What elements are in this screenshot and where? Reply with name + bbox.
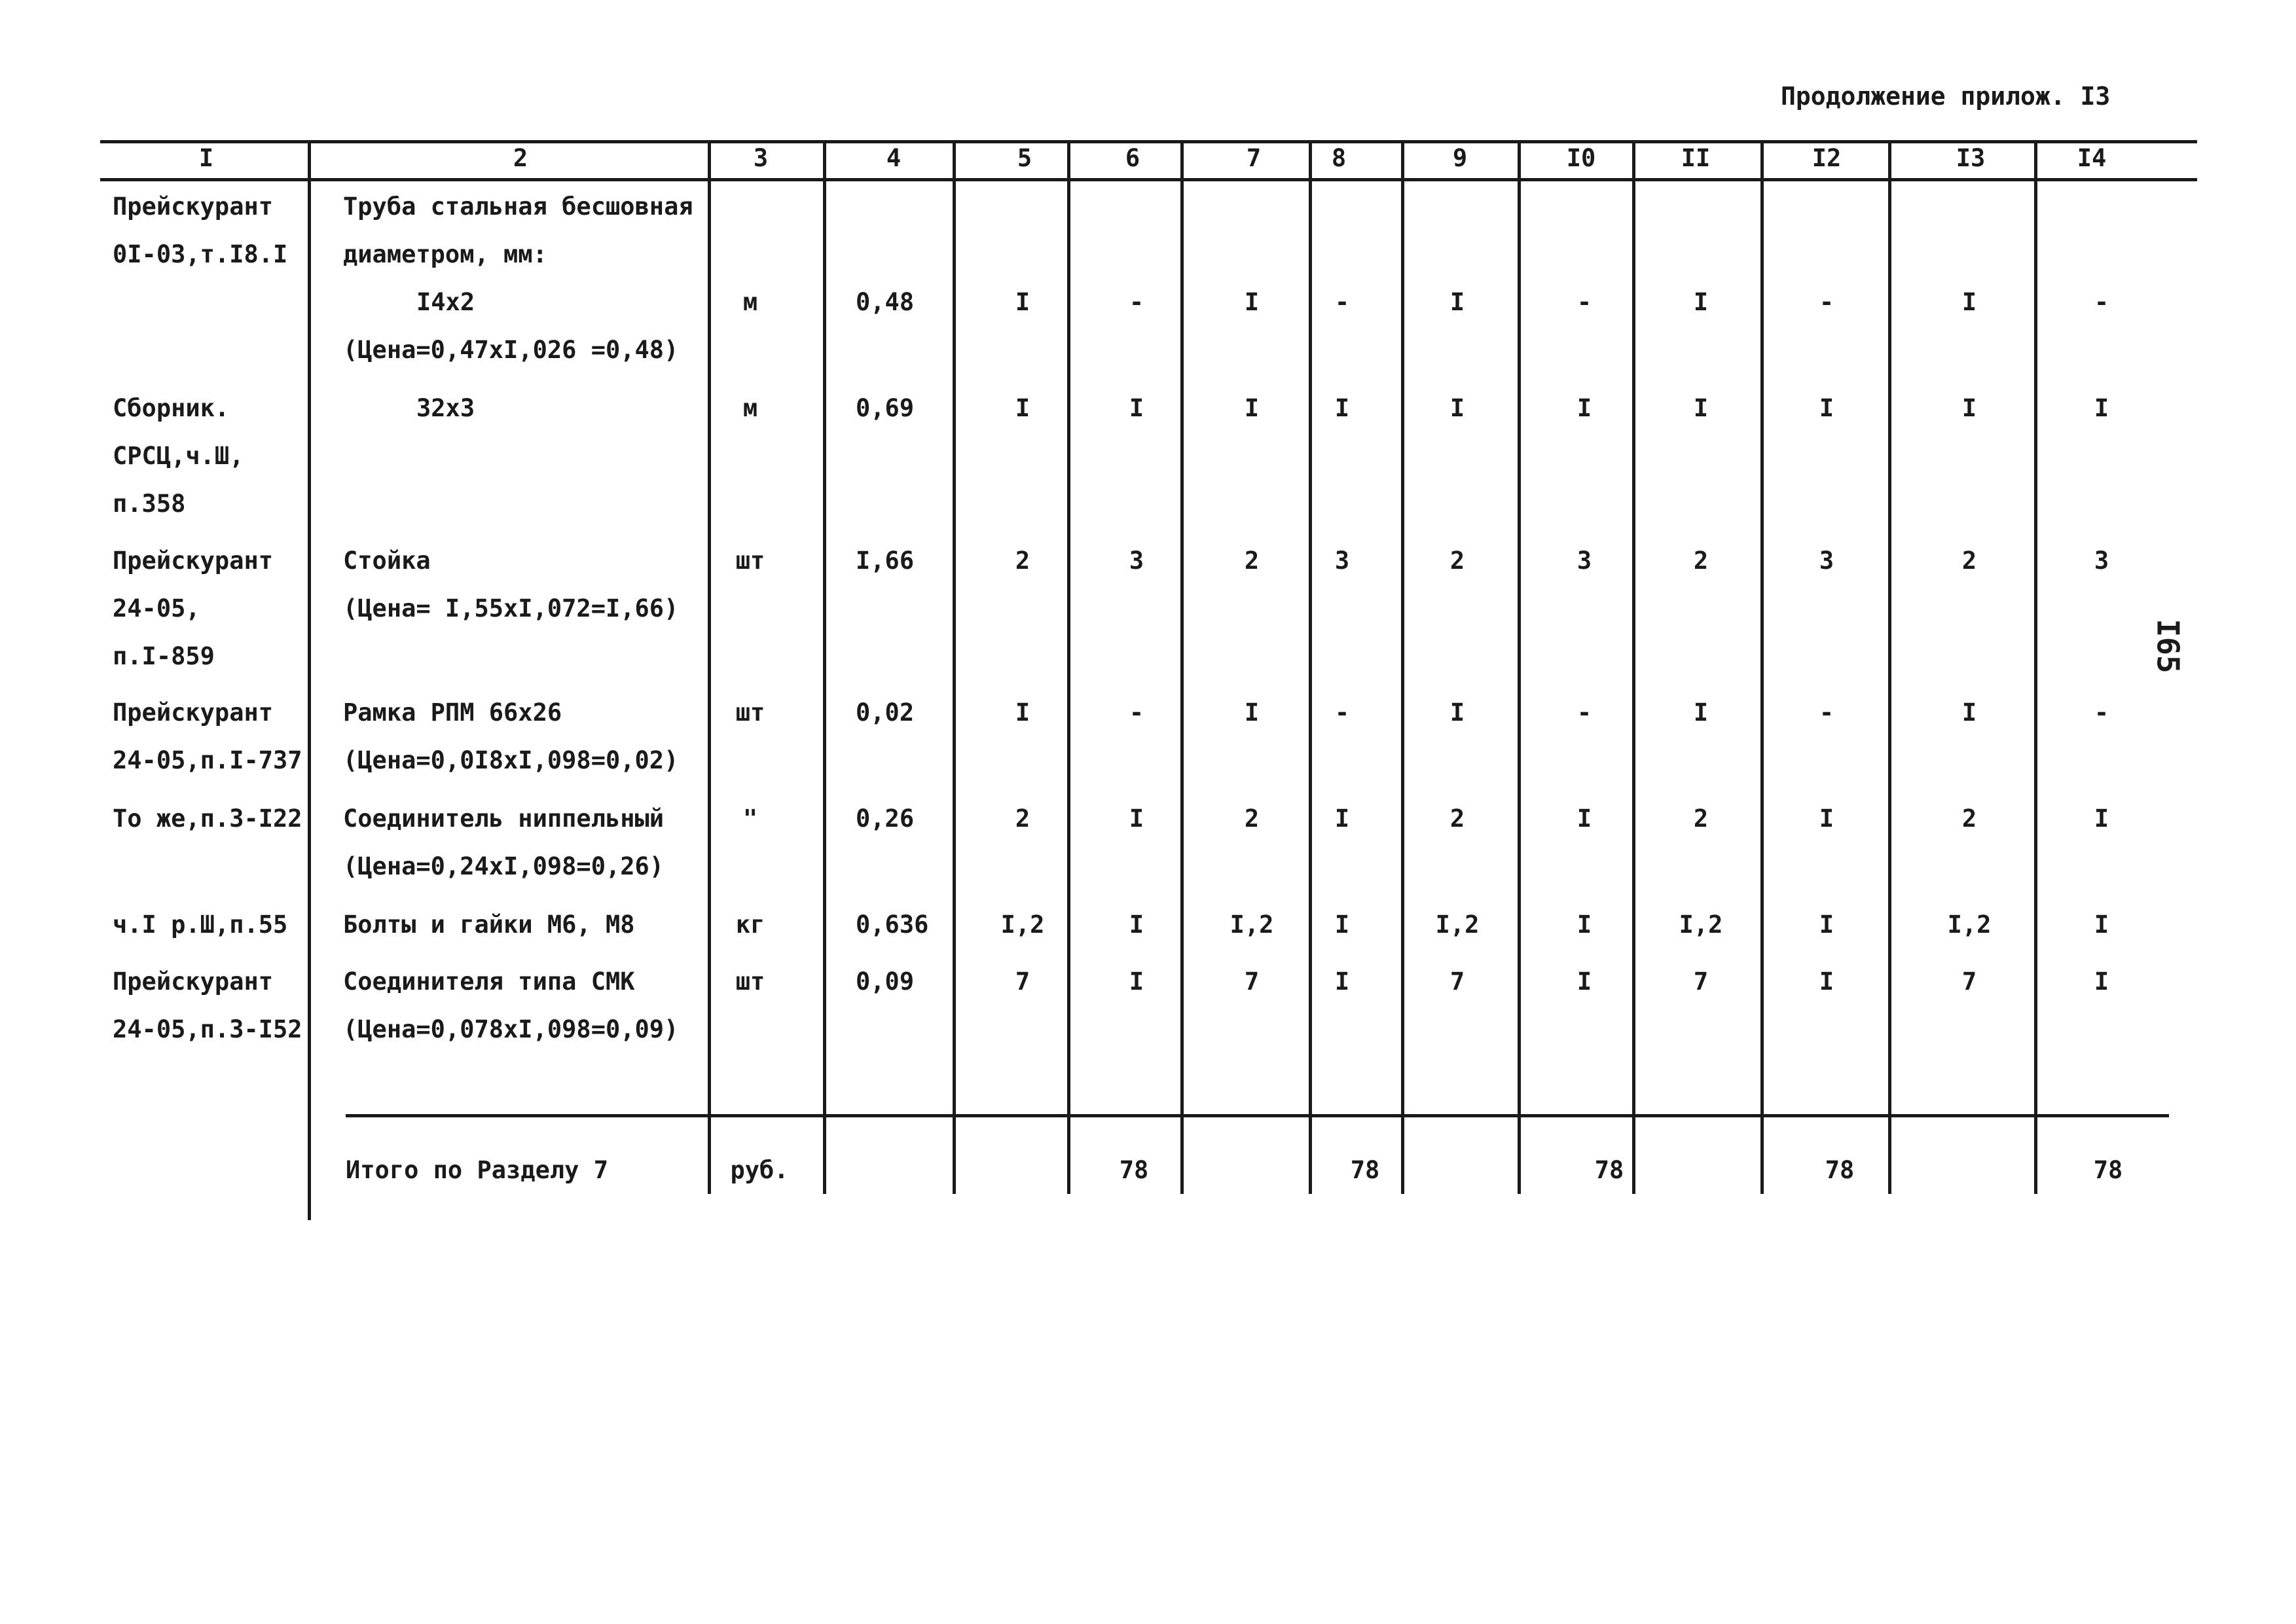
source-reference: Прейскурант [113,967,274,996]
quantity-cell: 3 [2094,547,2109,575]
column-divider [2034,140,2037,1194]
item-name: диаметром, мм: [343,240,547,268]
total-unit: руб. [730,1156,789,1184]
quantity-cell: I [1129,394,1144,422]
column-header: 5 [1017,144,1032,172]
quantity-cell: I [1961,288,1977,316]
unit-price: 0,636 [856,911,929,939]
item-name: 32x3 [416,394,475,422]
quantity-cell: I [1334,804,1350,833]
item-name: (Цена=0,0I8xI,098=0,02) [343,746,679,774]
quantity-cell: I [1015,698,1030,727]
source-reference: 24-05,п.I-737 [113,746,302,774]
source-reference: п.I-859 [113,642,215,670]
total-value: 78 [1350,1156,1380,1184]
quantity-cell: 2 [1961,547,1977,575]
item-name: (Цена=0,47xI,026 =0,48) [343,336,679,364]
column-divider [1632,140,1635,1194]
source-reference: 0I-03,т.I8.I [113,240,288,268]
quantity-cell: I [2094,804,2109,833]
quantity-cell: - [1334,698,1350,727]
quantity-cell: I [1449,698,1465,727]
quantity-cell: I [2094,967,2109,996]
column-header: 8 [1331,144,1347,172]
quantity-cell: 2 [1693,804,1709,833]
total-separator-rule [346,1114,2169,1117]
quantity-cell: 7 [1244,967,1260,996]
source-reference: То же,п.3-I22 [113,804,302,833]
column-header: 9 [1452,144,1468,172]
quantity-cell: - [1334,288,1350,316]
quantity-cell: 2 [1244,804,1260,833]
quantity-cell: I [1819,911,1834,939]
source-reference: Сборник. [113,394,230,422]
quantity-cell: 7 [1693,967,1709,996]
item-name: (Цена= I,55xI,072=I,66) [343,594,679,623]
quantity-cell: I,2 [1000,911,1045,939]
quantity-cell: I [1449,394,1465,422]
item-name: Стойка [343,547,431,575]
quantity-cell: I [1819,804,1834,833]
item-name: Соединитель ниппельный [343,804,665,833]
item-name: (Цена=0,24xI,098=0,26) [343,852,665,880]
quantity-cell: - [2094,288,2109,316]
source-reference: 24-05,п.3-I52 [113,1015,302,1043]
header-bottom-rule [100,178,2197,181]
quantity-cell: I [1693,288,1709,316]
total-label: Итого по Разделу 7 [346,1156,608,1184]
quantity-cell: I [2094,394,2109,422]
unit-price: 0,48 [856,288,915,316]
quantity-cell: 2 [1961,804,1977,833]
quantity-cell: I [1449,288,1465,316]
unit-price: I,66 [856,547,915,575]
column-divider [1888,140,1891,1194]
source-reference: Прейскурант [113,192,274,221]
column-header: 2 [513,144,528,172]
item-name: Соединителя типа СМК [343,967,635,996]
total-value: 78 [1825,1156,1855,1184]
column-header: II [1681,144,1711,172]
unit-price: 0,69 [856,394,915,422]
column-header: 3 [753,144,769,172]
unit: шт [735,547,765,575]
quantity-cell: - [1576,288,1592,316]
quantity-cell: I [1576,394,1592,422]
quantity-cell: I [1244,288,1260,316]
total-value: 78 [1119,1156,1149,1184]
column-divider [1760,140,1764,1194]
quantity-cell: - [2094,698,2109,727]
quantity-cell: - [1129,288,1144,316]
quantity-cell: I,2 [1230,911,1274,939]
quantity-cell: 3 [1334,547,1350,575]
quantity-cell: I,2 [1679,911,1723,939]
unit-price: 0,26 [856,804,915,833]
header-top-rule [100,140,2197,143]
column-divider [1309,140,1312,1194]
column-divider [1518,140,1521,1194]
column-header: 7 [1246,144,1262,172]
continuation-note: Продолжение прилож. I3 [1781,82,2111,111]
quantity-cell: I [1576,911,1592,939]
quantity-cell: I [1576,804,1592,833]
quantity-cell: 2 [1449,804,1465,833]
column-divider [1401,140,1404,1194]
item-name: I4x2 [416,288,475,316]
source-reference: п.358 [113,490,186,518]
item-name: Рамка РПМ 66x26 [343,698,562,727]
source-reference: Прейскурант [113,547,274,575]
quantity-cell: I [1693,394,1709,422]
quantity-cell: 2 [1449,547,1465,575]
quantity-cell: 7 [1015,967,1030,996]
unit: м [742,394,758,422]
column-divider [1067,140,1070,1194]
quantity-cell: 3 [1576,547,1592,575]
source-reference: СРСЦ,ч.Ш, [113,442,244,470]
item-name: Труба стальная бесшовная [343,192,693,221]
quantity-cell: I [1129,804,1144,833]
total-value: 78 [1594,1156,1624,1184]
unit: шт [735,698,765,727]
quantity-cell: - [1819,698,1834,727]
item-name: (Цена=0,078xI,098=0,09) [343,1015,679,1043]
quantity-cell: I [1961,698,1977,727]
quantity-cell: I [2094,911,2109,939]
source-reference: ч.I р.Ш,п.55 [113,911,288,939]
column-header: I3 [1956,144,1986,172]
quantity-cell: - [1819,288,1834,316]
quantity-cell: I [1693,698,1709,727]
quantity-cell: I [1334,394,1350,422]
quantity-cell: I [1819,967,1834,996]
unit: кг [735,911,765,939]
source-reference: 24-05, [113,594,200,623]
quantity-cell: I [1244,698,1260,727]
quantity-cell: I,2 [1435,911,1480,939]
quantity-cell: 2 [1244,547,1260,575]
unit: шт [735,967,765,996]
quantity-cell: - [1576,698,1592,727]
unit: м [742,288,758,316]
quantity-cell: 2 [1015,547,1030,575]
quantity-cell: I [1334,967,1350,996]
quantity-cell: 7 [1449,967,1465,996]
quantity-cell: I [1015,288,1030,316]
unit-price: 0,09 [856,967,915,996]
column-divider [823,140,826,1194]
column-header: I4 [2077,144,2107,172]
column-header: I [198,144,214,172]
quantity-cell: I [1334,911,1350,939]
column-divider [1180,140,1184,1194]
column-header: 4 [886,144,902,172]
quantity-cell: I [1819,394,1834,422]
column-header: I2 [1812,144,1842,172]
quantity-cell: 2 [1015,804,1030,833]
quantity-cell: - [1129,698,1144,727]
quantity-cell: I [1244,394,1260,422]
quantity-cell: 2 [1693,547,1709,575]
quantity-cell: I [1129,911,1144,939]
quantity-cell: I [1129,967,1144,996]
total-value: 78 [2093,1156,2123,1184]
quantity-cell: I [1015,394,1030,422]
column-divider [708,140,711,1194]
quantity-cell: I [1576,967,1592,996]
unit: " [742,804,758,833]
column-header: I0 [1566,144,1596,172]
quantity-cell: I,2 [1947,911,1992,939]
column-divider [953,140,956,1194]
unit-price: 0,02 [856,698,915,727]
source-reference: Прейскурант [113,698,274,727]
column-header: 6 [1125,144,1140,172]
page-number: I65 [2150,619,2186,674]
column-divider [308,140,311,1220]
quantity-cell: 3 [1819,547,1834,575]
quantity-cell: 7 [1961,967,1977,996]
quantity-cell: 3 [1129,547,1144,575]
quantity-cell: I [1961,394,1977,422]
item-name: Болты и гайки М6, М8 [343,911,635,939]
